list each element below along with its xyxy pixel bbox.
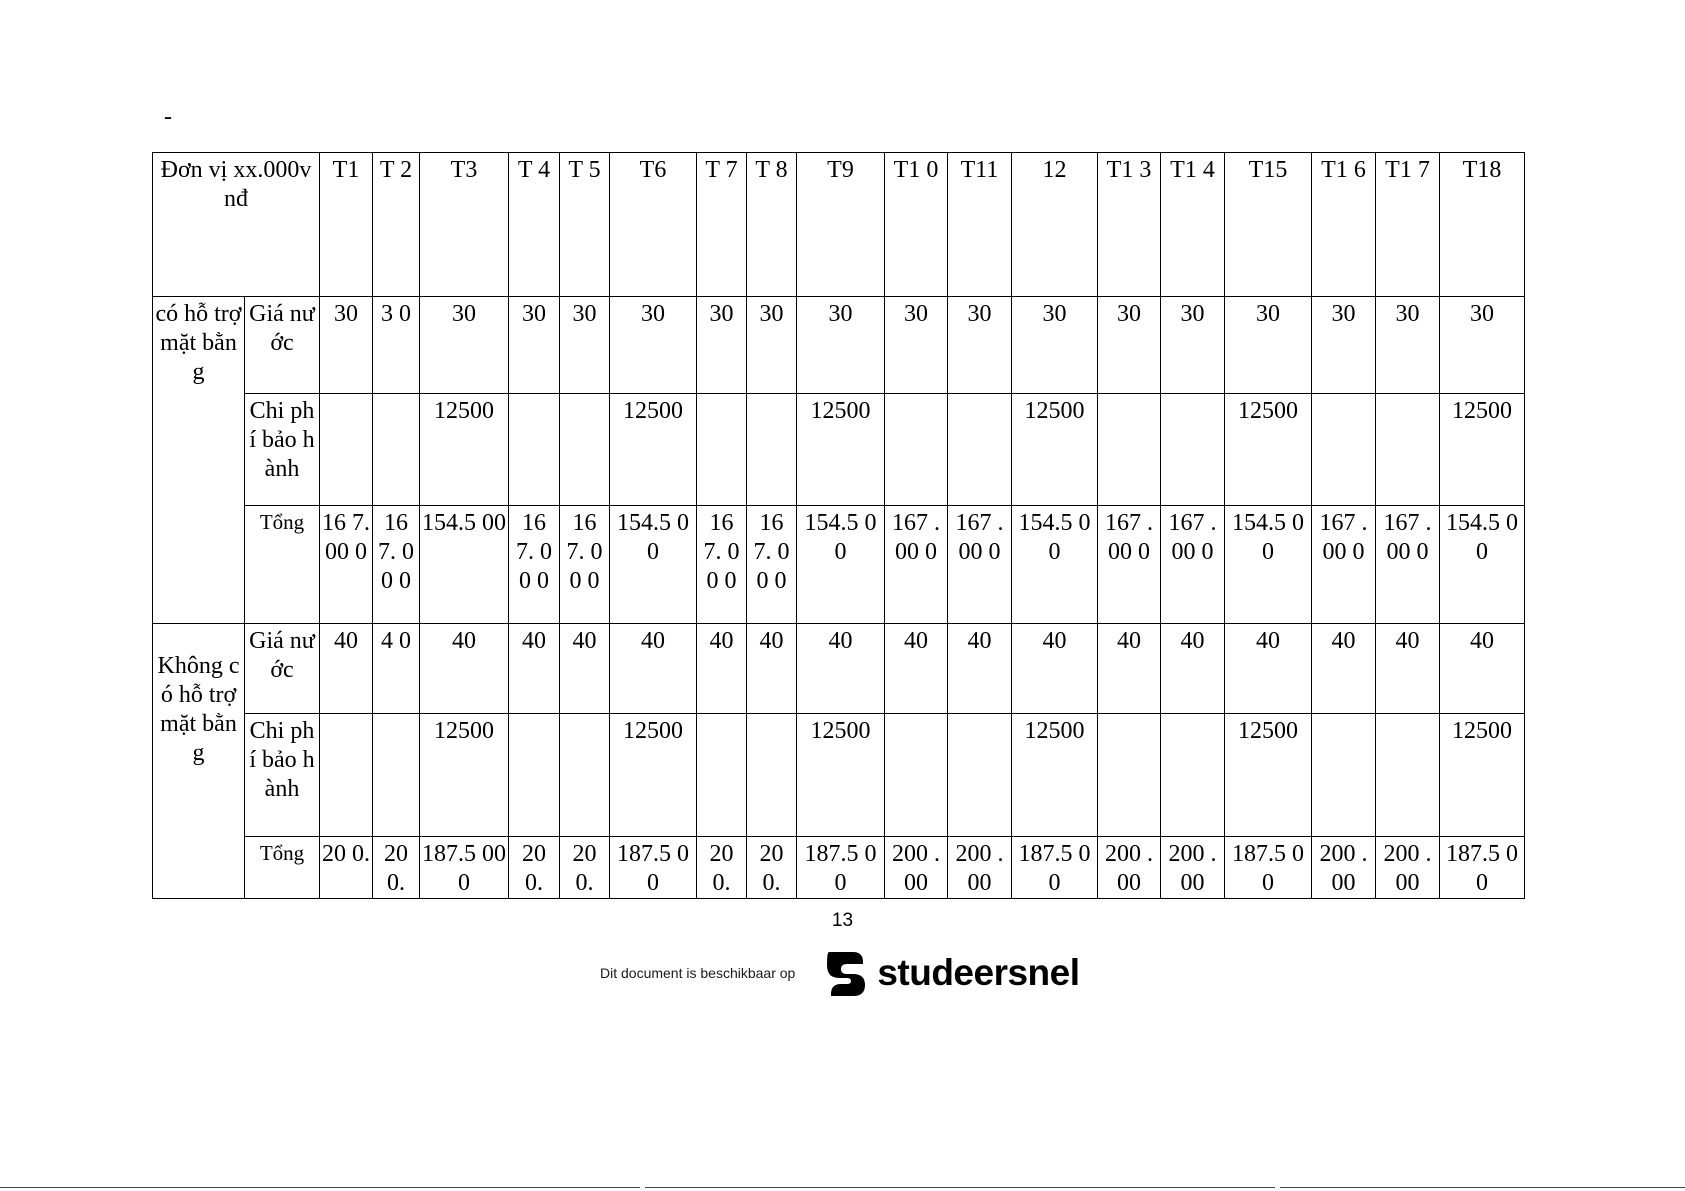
table-cell: 30: [747, 297, 797, 394]
table-cell: [948, 394, 1012, 506]
bottom-rule-2: [645, 1187, 1275, 1188]
footer-banner[interactable]: [600, 948, 1080, 998]
cost-table: [152, 152, 1525, 899]
table-cell: 40: [1225, 624, 1312, 714]
table-cell: 30: [610, 297, 697, 394]
table-cell: 200 .00: [1161, 837, 1225, 899]
table-cell: [747, 394, 797, 506]
table-cell: 200 .00: [948, 837, 1012, 899]
table-cell: [1312, 394, 1376, 506]
table-cell: [509, 714, 560, 837]
table-cell: 30: [948, 297, 1012, 394]
table-cell: 16 7. 00 0: [320, 506, 373, 624]
table-cell: 40: [560, 624, 610, 714]
availability-text: Dit document is beschikbaar op: [600, 965, 796, 981]
table-cell: 12500: [1012, 394, 1098, 506]
table-cell: 40: [697, 624, 747, 714]
table-cell: [697, 714, 747, 837]
column-header: T18: [1440, 153, 1525, 297]
table-cell: [1098, 394, 1161, 506]
table-cell: 20 0.: [697, 837, 747, 899]
row-label: Chi phí bảo hành: [245, 394, 320, 506]
table-cell: [1161, 394, 1225, 506]
table-cell: [1161, 714, 1225, 837]
table-row: [153, 714, 1525, 837]
table-cell: 154.5 00: [1012, 506, 1098, 624]
table-cell: 40: [1098, 624, 1161, 714]
table-cell: 30: [797, 297, 885, 394]
row-label: Giá nước: [245, 624, 320, 714]
table-cell: [1098, 714, 1161, 837]
table-cell: 30: [885, 297, 948, 394]
table-cell: 30: [697, 297, 747, 394]
table-cell: [509, 394, 560, 506]
table-cell: 187.5 00: [1012, 837, 1098, 899]
studeersnel-logo-icon: [823, 948, 869, 998]
table-cell: 16 7. 00 0: [560, 506, 610, 624]
bottom-rule-3: [1280, 1187, 1685, 1188]
table-cell: 200 .00: [1376, 837, 1440, 899]
table-cell: 12500: [610, 394, 697, 506]
column-header: T11: [948, 153, 1012, 297]
table-row: [153, 297, 1525, 394]
column-header: 12: [1012, 153, 1098, 297]
table-cell: 200 .00: [885, 837, 948, 899]
table-cell: 30: [1012, 297, 1098, 394]
table-cell: 16 7. 00 0: [697, 506, 747, 624]
table-cell: [373, 714, 420, 837]
table-cell: 30: [1098, 297, 1161, 394]
table-cell: 154.5 00: [1440, 506, 1525, 624]
table-row: [153, 624, 1525, 714]
table-cell: 20 0.: [509, 837, 560, 899]
table-cell: 20 0.: [560, 837, 610, 899]
table-cell: 30: [1225, 297, 1312, 394]
table-cell: 187.5 00: [797, 837, 885, 899]
table-cell: 167 .00 0: [885, 506, 948, 624]
table-cell: 167 .00 0: [1098, 506, 1161, 624]
column-header: T1 4: [1161, 153, 1225, 297]
table-cell: [948, 714, 1012, 837]
table-cell: 40: [797, 624, 885, 714]
table-cell: 40: [509, 624, 560, 714]
table-cell: [697, 394, 747, 506]
column-header: T1 6: [1312, 153, 1376, 297]
table-cell: 40: [610, 624, 697, 714]
header-row: [153, 153, 1525, 297]
table-cell: [885, 394, 948, 506]
brand-name: studeersnel: [877, 952, 1080, 993]
bottom-rule-1: [0, 1187, 640, 1188]
table-cell: 30: [560, 297, 610, 394]
table-cell: 30: [420, 297, 509, 394]
table-cell: 40: [1012, 624, 1098, 714]
table-cell: 40: [1440, 624, 1525, 714]
table-cell: [560, 394, 610, 506]
table-cell: 40: [747, 624, 797, 714]
table-cell: 3 0: [373, 297, 420, 394]
leading-dash: -: [164, 104, 172, 130]
table-cell: 12500: [1225, 394, 1312, 506]
table-cell: 154.5 00: [1225, 506, 1312, 624]
table-row: [153, 506, 1525, 624]
table-cell: [373, 394, 420, 506]
table-cell: 154.5 00: [797, 506, 885, 624]
table-cell: 40: [1312, 624, 1376, 714]
column-header: T6: [610, 153, 697, 297]
table-cell: 187.5 00: [1440, 837, 1525, 899]
table-cell: [1312, 714, 1376, 837]
table-cell: 12500: [420, 714, 509, 837]
column-header: T1 3: [1098, 153, 1161, 297]
table-cell: 200 .00: [1098, 837, 1161, 899]
table-cell: 12500: [1225, 714, 1312, 837]
table-cell: 12500: [1012, 714, 1098, 837]
row-label: Chi phí bảo hành: [245, 714, 320, 837]
table-cell: [885, 714, 948, 837]
unit-label: Đơn vị xx.000vnđ: [153, 153, 320, 297]
table-cell: 167 .00 0: [1161, 506, 1225, 624]
table-cell: 12500: [420, 394, 509, 506]
table-cell: 167 .00 0: [1312, 506, 1376, 624]
table-cell: 154.5 00: [420, 506, 509, 624]
table-cell: 40: [885, 624, 948, 714]
column-header: T 2: [373, 153, 420, 297]
column-header: T9: [797, 153, 885, 297]
column-header: T 7: [697, 153, 747, 297]
column-header: T 8: [747, 153, 797, 297]
table-cell: 40: [948, 624, 1012, 714]
table-cell: 30: [1161, 297, 1225, 394]
table-cell: 16 7. 00 0: [747, 506, 797, 624]
table-cell: 12500: [1440, 394, 1525, 506]
group-label: có hỗ trợ mặt bằng: [153, 297, 245, 624]
table-cell: 30: [509, 297, 560, 394]
column-header: T3: [420, 153, 509, 297]
table-cell: 30: [1440, 297, 1525, 394]
table-cell: 40: [1161, 624, 1225, 714]
table-cell: 20 0.: [747, 837, 797, 899]
table-cell: [320, 714, 373, 837]
table-cell: 40: [320, 624, 373, 714]
table-cell: 40: [1376, 624, 1440, 714]
group-label: Không có hỗ trợ mặt bằng: [153, 624, 245, 899]
table-cell: 40: [420, 624, 509, 714]
table-cell: 167 .00 0: [1376, 506, 1440, 624]
table-cell: 30: [1312, 297, 1376, 394]
table-cell: 20 0.: [373, 837, 420, 899]
table-cell: 16 7. 00 0: [373, 506, 420, 624]
table-cell: 16 7. 00 0: [509, 506, 560, 624]
table-cell: 30: [1376, 297, 1440, 394]
row-label: Giá nước: [245, 297, 320, 394]
column-header: T 4: [509, 153, 560, 297]
table-cell: 12500: [797, 714, 885, 837]
table-cell: 167 .00 0: [948, 506, 1012, 624]
column-header: T1 0: [885, 153, 948, 297]
table-cell: 154.5 00: [610, 506, 697, 624]
column-header: T1 7: [1376, 153, 1440, 297]
table-cell: 20 0.: [320, 837, 373, 899]
table-cell: 187.5 000: [420, 837, 509, 899]
page-number: 13: [831, 910, 854, 931]
table-cell: [747, 714, 797, 837]
table-cell: 187.5 00: [1225, 837, 1312, 899]
table-cell: 12500: [797, 394, 885, 506]
table-cell: [560, 714, 610, 837]
table-row: [153, 837, 1525, 899]
column-header: T 5: [560, 153, 610, 297]
table-cell: [1376, 714, 1440, 837]
table-cell: 12500: [610, 714, 697, 837]
table-row: [153, 394, 1525, 506]
table-cell: 30: [320, 297, 373, 394]
table-cell: 4 0: [373, 624, 420, 714]
table-cell: 187.5 00: [610, 837, 697, 899]
column-header: T15: [1225, 153, 1312, 297]
table-cell: 12500: [1440, 714, 1525, 837]
table-cell: 200 .00: [1312, 837, 1376, 899]
column-header: T1: [320, 153, 373, 297]
table-cell: [1376, 394, 1440, 506]
row-label: Tổng: [245, 837, 320, 899]
table-cell: [320, 394, 373, 506]
row-label: Tổng: [245, 506, 320, 624]
